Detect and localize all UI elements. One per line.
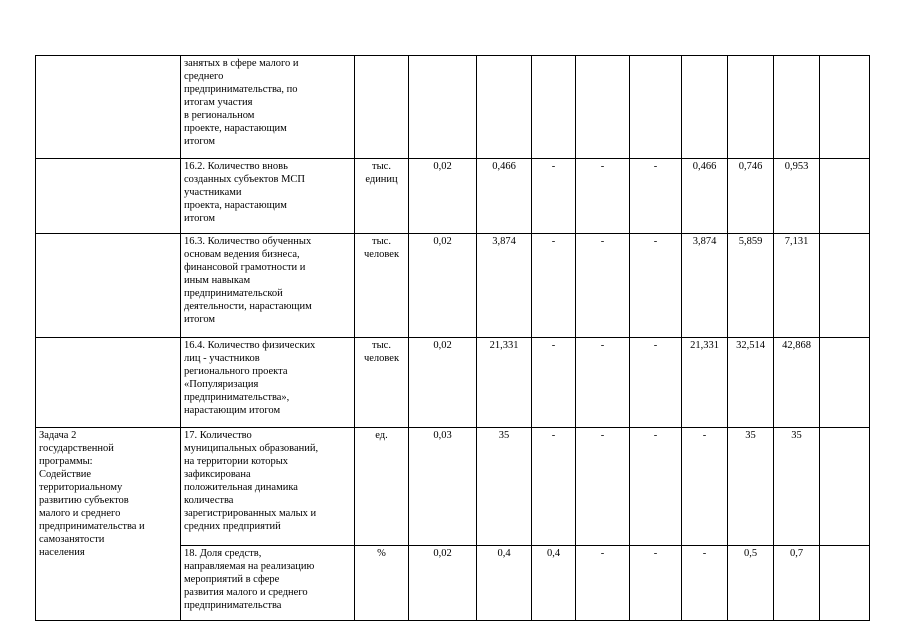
value-cell <box>774 56 820 159</box>
table-row <box>36 428 870 546</box>
value-cell: 5,859 <box>728 234 774 338</box>
task-cell <box>36 56 181 159</box>
extra-cell <box>820 338 870 428</box>
weight-cell: 0,03 <box>409 428 477 546</box>
value-cell: 21,331 <box>477 338 532 428</box>
table-row <box>36 159 870 234</box>
value-cell: - <box>630 234 682 338</box>
extra-cell <box>820 234 870 338</box>
value-cell: - <box>532 338 576 428</box>
unit-cell: тыс. единиц <box>355 159 409 234</box>
weight-cell <box>409 56 477 159</box>
value-cell <box>630 56 682 159</box>
task-cell <box>36 159 181 234</box>
table-row <box>36 56 870 159</box>
value-cell: 35 <box>477 428 532 546</box>
indicator-cell: 16.3. Количество обученных основам ведения бизнеса, финансовой грамотности и иным навыкам предпринимательской деятельности, нарастающим итогом <box>181 234 355 338</box>
value-cell: 3,874 <box>477 234 532 338</box>
value-cell: - <box>532 428 576 546</box>
value-cell: 0,4 <box>532 546 576 621</box>
value-cell: - <box>532 159 576 234</box>
value-cell <box>477 56 532 159</box>
table-row <box>36 234 870 338</box>
value-cell: - <box>630 428 682 546</box>
value-cell: 32,514 <box>728 338 774 428</box>
task-cell <box>36 234 181 338</box>
value-cell: 0,466 <box>477 159 532 234</box>
value-cell <box>682 56 728 159</box>
value-cell: - <box>630 159 682 234</box>
value-cell: 0,953 <box>774 159 820 234</box>
unit-cell: ед. <box>355 428 409 546</box>
indicator-cell: 18. Доля средств, направляемая на реализацию мероприятий в сфере развития малого и среднего предпринимательства <box>181 546 355 621</box>
unit-cell: % <box>355 546 409 621</box>
value-cell: - <box>576 338 630 428</box>
extra-cell <box>820 546 870 621</box>
extra-cell <box>820 159 870 234</box>
value-cell <box>728 56 774 159</box>
weight-cell: 0,02 <box>409 546 477 621</box>
value-cell: 35 <box>728 428 774 546</box>
value-cell: - <box>532 234 576 338</box>
value-cell: - <box>630 546 682 621</box>
value-cell <box>576 56 630 159</box>
value-cell: - <box>682 546 728 621</box>
value-cell: - <box>576 546 630 621</box>
indicator-cell: занятых в сфере малого и среднего предпринимательства, по итогам участия в региональном проекте, нарастающим итогом <box>181 56 355 159</box>
indicator-cell: 17. Количество муниципальных образований, на территории которых зафиксирована положительная динамика количества зарегистрированных малых и средних предприятий <box>181 428 355 546</box>
weight-cell: 0,02 <box>409 338 477 428</box>
task-cell: Задача 2 государственной программы: Содействие территориальному развитию субъектов малого и среднего предпринимательства и самозанятости населения <box>36 428 181 621</box>
value-cell: 42,868 <box>774 338 820 428</box>
value-cell: 35 <box>774 428 820 546</box>
unit-cell: тыс. человек <box>355 234 409 338</box>
table-row <box>36 338 870 428</box>
value-cell: - <box>576 159 630 234</box>
value-cell <box>532 56 576 159</box>
value-cell: 3,874 <box>682 234 728 338</box>
weight-cell: 0,02 <box>409 234 477 338</box>
value-cell: 0,7 <box>774 546 820 621</box>
value-cell: 0,4 <box>477 546 532 621</box>
extra-cell <box>820 56 870 159</box>
value-cell: - <box>576 428 630 546</box>
value-cell: 0,5 <box>728 546 774 621</box>
value-cell: - <box>682 428 728 546</box>
weight-cell: 0,02 <box>409 159 477 234</box>
value-cell: 0,746 <box>728 159 774 234</box>
extra-cell <box>820 428 870 546</box>
value-cell: - <box>576 234 630 338</box>
value-cell: 0,466 <box>682 159 728 234</box>
value-cell: 21,331 <box>682 338 728 428</box>
unit-cell <box>355 56 409 159</box>
value-cell: - <box>630 338 682 428</box>
indicators-table <box>35 55 870 621</box>
unit-cell: тыс. человек <box>355 338 409 428</box>
value-cell: 7,131 <box>774 234 820 338</box>
indicator-cell: 16.4. Количество физических лиц - участников регионального проекта «Популяризация предпринимательства», нарастающим итогом <box>181 338 355 428</box>
task-cell <box>36 338 181 428</box>
indicator-cell: 16.2. Количество вновь созданных субъектов МСП участниками проекта, нарастающим итогом <box>181 159 355 234</box>
